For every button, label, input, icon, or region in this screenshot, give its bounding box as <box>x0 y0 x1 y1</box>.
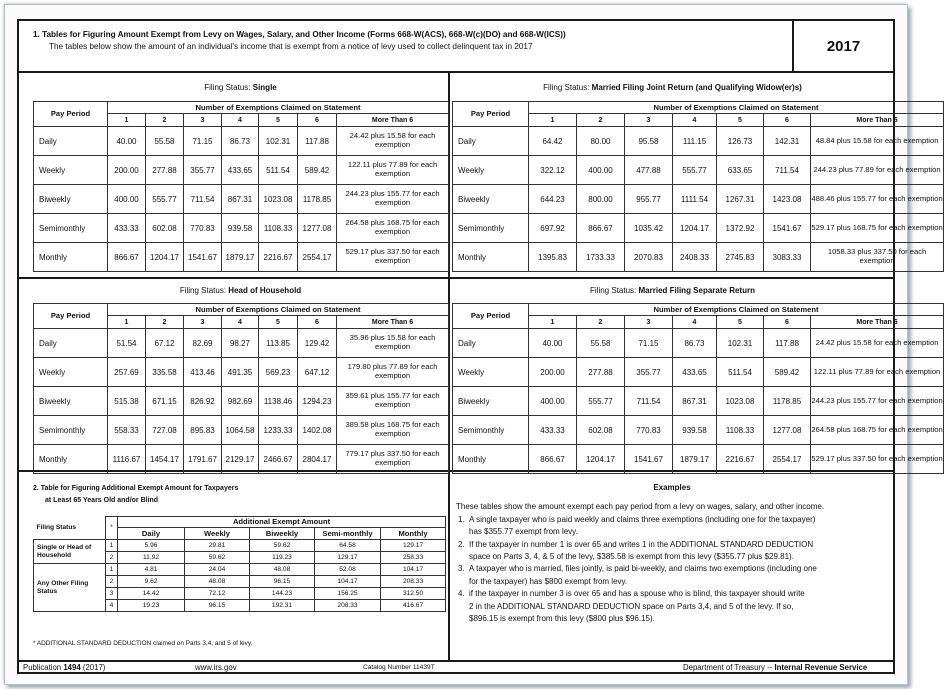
star-header: * <box>106 517 118 540</box>
more-than-6-formula: 529.17 plus 337.50 for each exemption <box>811 445 944 474</box>
column-header-more-than-6: More Than 6 <box>337 114 449 127</box>
exempt-amount-cell: 633.65 <box>717 156 764 185</box>
pay-period-biweekly: Biweekly <box>453 387 529 416</box>
exempt-amount-cell: 477.88 <box>625 156 673 185</box>
pay-period-daily: Daily <box>453 329 529 358</box>
footnote: * ADDITIONAL STANDARD DEDUCTION claimed on Parts 3,4, and 5 of levy. <box>33 640 253 647</box>
exempt-amount-cell: 71.15 <box>625 329 673 358</box>
column-header-2: 2 <box>146 316 184 329</box>
exemptions-header: Number of Exemptions Claimed on Statement <box>529 102 944 114</box>
column-header-1: 1 <box>108 316 146 329</box>
exempt-amount-cell: 102.31 <box>259 127 298 156</box>
additional-amount-cell: 14.42 <box>118 588 185 600</box>
exempt-amount-cell: 433.33 <box>108 214 146 243</box>
exempt-amount-cell: 1277.08 <box>764 416 811 445</box>
additional-amount-cell: 64.58 <box>315 540 381 552</box>
example-item: 1. A single taxpayer who is paid weekly and claims three exemptions (including one for the taxpayer) has $355.77 exempt from levy. <box>458 514 816 537</box>
exempt-amount-cell: 491.35 <box>222 358 259 387</box>
table-row <box>34 387 449 416</box>
exemptions-header: Number of Exemptions Claimed on Statement <box>108 102 449 114</box>
column-header-1: 1 <box>108 114 146 127</box>
exempt-amount-cell: 1178.85 <box>298 185 337 214</box>
exempt-amount-cell: 98.27 <box>222 329 259 358</box>
exempt-amount-cell: 1204.17 <box>673 214 717 243</box>
examples-intro: These tables show the amount exempt each pay period from a levy on wages, salary, and other income. <box>456 502 825 512</box>
exempt-amount-cell: 400.00 <box>108 185 146 214</box>
table-row <box>453 214 944 243</box>
exempt-amount-cell: 955.77 <box>625 185 673 214</box>
exempt-amount-cell: 770.83 <box>184 214 222 243</box>
exempt-amount-cell: 1879.17 <box>673 445 717 474</box>
more-than-6-formula: 529.17 plus 337.50 for each exemption <box>337 243 449 272</box>
table-row <box>453 156 944 185</box>
exempt-amount-cell: 569.23 <box>259 358 298 387</box>
exempt-amount-cell: 257.69 <box>108 358 146 387</box>
exempt-amount-cell: 355.77 <box>184 156 222 185</box>
exempt-amount-cell: 511.54 <box>717 358 764 387</box>
website-link[interactable]: www.irs.gov <box>195 663 237 672</box>
table-row <box>34 329 449 358</box>
pay-period-semimonthly: Semimonthly <box>453 416 529 445</box>
filing-status-header: Filing Status <box>36 524 77 531</box>
pay-period-header: Pay Period <box>453 304 529 329</box>
pay-period-biweekly: Biweekly <box>34 185 108 214</box>
example-item: 2. If the taxpayer in number 1 is over 65 and writes 1 in the ADDITIONAL STANDARD DEDUCTION space on Parts 3, 4, & 5 of the levy, $385.58 is exempt from this levy ($355.77 plus $29.81). <box>458 539 814 562</box>
publication-label: Publication 1494 (2017) <box>23 663 106 672</box>
exempt-amount-cell: 602.08 <box>577 416 625 445</box>
more-than-6-formula: 122.11 plus 77.89 for each exemption <box>811 358 944 387</box>
exempt-amount-cell: 2745.83 <box>717 243 764 272</box>
more-than-6-formula: 244.23 plus 77.89 for each exemption <box>811 156 944 185</box>
exempt-amount-cell: 939.58 <box>222 214 259 243</box>
filing-status-title: Filing Status: Head of Household <box>179 286 302 295</box>
column-header-biweekly: Biweekly <box>250 528 315 540</box>
column-header-3: 3 <box>184 114 222 127</box>
additional-amount-cell: 4.81 <box>118 564 185 576</box>
pay-period-weekly: Weekly <box>453 156 529 185</box>
more-than-6-formula: 1058.33 plus 337.50 for each exemption <box>811 243 944 272</box>
count-cell: 1 <box>106 540 118 552</box>
exempt-amount-cell: 111.15 <box>673 127 717 156</box>
exempt-amount-cell: 117.88 <box>764 329 811 358</box>
additional-amount-cell: 29.81 <box>185 540 250 552</box>
additional-amount-cell: 119.23 <box>250 552 315 564</box>
pay-period-header: Pay Period <box>34 304 108 329</box>
exempt-amount-cell: 129.42 <box>298 329 337 358</box>
additional-amount-cell: 96.15 <box>185 600 250 612</box>
exempt-amount-cell: 322.12 <box>529 156 577 185</box>
pay-period-header: Pay Period <box>34 102 108 127</box>
document-title: 1. Tables for Figuring Amount Exempt from Levy on Wages, Salary, and Other Income (Forms 668-W(ACS), 668-W(c)(DO) and 668-W(ICS)) <box>33 30 566 39</box>
exempt-amount-cell: 671.15 <box>146 387 184 416</box>
count-cell: 2 <box>106 552 118 564</box>
additional-amount-cell: 144.23 <box>250 588 315 600</box>
exempt-amount-cell: 102.31 <box>717 329 764 358</box>
exempt-amount-cell: 867.31 <box>673 387 717 416</box>
exempt-amount-cell: 1023.08 <box>717 387 764 416</box>
exempt-amount-cell: 1402.08 <box>298 416 337 445</box>
additional-amount-cell: 416.67 <box>381 600 446 612</box>
pay-period-monthly: Monthly <box>453 243 529 272</box>
more-than-6-formula: 244.23 plus 155.77 for each exemption <box>811 387 944 416</box>
filing-status-title: Filing Status: Married Filing Joint Return (and Qualifying Widow(er)s) <box>543 83 802 92</box>
exempt-amount-cell: 939.58 <box>673 416 717 445</box>
additional-amount-cell: 59.62 <box>185 552 250 564</box>
more-than-6-formula: 264.58 plus 168.75 for each exemption <box>811 416 944 445</box>
column-header-5: 5 <box>717 316 764 329</box>
pay-period-weekly: Weekly <box>34 156 108 185</box>
column-header-6: 6 <box>298 316 337 329</box>
document-header <box>19 21 893 73</box>
column-header-1: 1 <box>529 316 577 329</box>
exempt-amount-cell: 95.58 <box>625 127 673 156</box>
exempt-amount-cell: 82.69 <box>184 329 222 358</box>
pay-period-biweekly: Biweekly <box>453 185 529 214</box>
column-header-5: 5 <box>259 114 298 127</box>
exempt-amount-cell: 400.00 <box>577 156 625 185</box>
count-cell: 2 <box>106 576 118 588</box>
additional-amount-cell: 48.08 <box>250 564 315 576</box>
table-row <box>453 185 944 214</box>
exempt-amount-cell: 200.00 <box>529 358 577 387</box>
exempt-amount-cell: 1277.08 <box>298 214 337 243</box>
catalog-number: Catalog Number 11439T <box>363 664 435 671</box>
filing-status-name: Married Filing Separate Return <box>638 286 755 295</box>
section-divider-top <box>19 277 893 279</box>
count-cell: 3 <box>106 588 118 600</box>
exempt-amount-cell: 1733.33 <box>577 243 625 272</box>
additional-amount-cell: 5.96 <box>118 540 185 552</box>
additional-amount-cell: 104.17 <box>315 576 381 588</box>
exempt-amount-cell: 1423.08 <box>764 185 811 214</box>
exempt-amount-cell: 117.88 <box>298 127 337 156</box>
more-than-6-formula: 24.42 plus 15.58 for each exemption <box>811 329 944 358</box>
column-header-4: 4 <box>222 114 259 127</box>
exempt-amount-cell: 413.46 <box>184 358 222 387</box>
column-header-6: 6 <box>764 114 811 127</box>
exempt-amount-cell: 982.69 <box>222 387 259 416</box>
exempt-amount-cell: 1294.23 <box>298 387 337 416</box>
exempt-amount-cell: 2466.67 <box>259 445 298 474</box>
year-box: 2017 <box>792 21 893 71</box>
exempt-amount-cell: 277.88 <box>146 156 184 185</box>
exempt-amount-cell: 2216.67 <box>717 445 764 474</box>
additional-amount-cell: 59.62 <box>250 540 315 552</box>
exempt-amount-cell: 433.65 <box>222 156 259 185</box>
exempt-amount-cell: 1064.58 <box>222 416 259 445</box>
exempt-amount-cell: 126.73 <box>717 127 764 156</box>
exempt-amount-cell: 2554.17 <box>764 445 811 474</box>
exemptions-header: Number of Exemptions Claimed on Statement <box>108 304 449 316</box>
example-item: 3. A taxpayer who is married, files jointly, is paid bi-weekly, and claims two exemptions (including one for the taxpayer) has $800 exempt from levy. <box>458 564 817 586</box>
column-header-3: 3 <box>184 316 222 329</box>
more-than-6-formula: 48.84 plus 15.58 for each exemption <box>811 127 944 156</box>
exempt-amount-cell: 86.73 <box>673 329 717 358</box>
exempt-amount-cell: 711.54 <box>184 185 222 214</box>
exempt-amount-cell: 142.31 <box>764 127 811 156</box>
exempt-amount-cell: 697.92 <box>529 214 577 243</box>
exempt-amount-cell: 2129.17 <box>222 445 259 474</box>
column-header-3: 3 <box>625 316 673 329</box>
column-header-3: 3 <box>625 114 673 127</box>
column-header-more-than-6: More Than 6 <box>337 316 449 329</box>
exempt-amount-cell: 2408.33 <box>673 243 717 272</box>
exempt-amount-cell: 1791.67 <box>184 445 222 474</box>
more-than-6-formula: 244.23 plus 155.77 for each exemption <box>337 185 449 214</box>
additional-amount-cell: 96.15 <box>250 576 315 588</box>
pay-period-semimonthly: Semimonthly <box>34 416 108 445</box>
levy-table <box>33 303 449 474</box>
exempt-amount-cell: 602.08 <box>146 214 184 243</box>
count-cell: 4 <box>106 600 118 612</box>
additional-exempt-table <box>33 516 446 612</box>
exempt-amount-cell: 433.65 <box>673 358 717 387</box>
exempt-amount-cell: 555.77 <box>146 185 184 214</box>
exempt-amount-cell: 1108.33 <box>259 214 298 243</box>
additional-amount-cell: 24.04 <box>185 564 250 576</box>
more-than-6-formula: 779.17 plus 337.50 for each exemption <box>337 445 449 474</box>
exempt-amount-cell: 433.33 <box>529 416 577 445</box>
table-row <box>34 127 449 156</box>
example-item: 4. if the taxpayer in number 3 is over 65 and has a spouse who is blind, this taxpayer should write 2 in the ADDITIONAL STANDARD DEDUCTION space on Parts 3,4, and 5 of the levy. If so, $896.15 is exempt from this levy ($800 plus $96.15). <box>458 589 805 624</box>
exempt-amount-cell: 1035.42 <box>625 214 673 243</box>
table-row <box>453 127 944 156</box>
exempt-amount-cell: 1541.67 <box>184 243 222 272</box>
exempt-amount-cell: 80.00 <box>577 127 625 156</box>
additional-group-header: Additional Exempt Amount <box>118 517 446 528</box>
column-header-2: 2 <box>146 114 184 127</box>
filing-status-name: Married Filing Joint Return (and Qualifying Widow(er)s) <box>591 83 802 92</box>
exempt-amount-cell: 335.58 <box>146 358 184 387</box>
pay-period-biweekly: Biweekly <box>34 387 108 416</box>
additional-amount-cell: 104.17 <box>381 564 446 576</box>
table-row <box>34 185 449 214</box>
additional-amount-cell: 9.62 <box>118 576 185 588</box>
column-header-semimonthly: Semi-monthly <box>315 528 381 540</box>
exempt-amount-cell: 55.58 <box>577 329 625 358</box>
table-row <box>34 564 446 576</box>
additional-amount-cell: 192.31 <box>250 600 315 612</box>
additional-amount-cell: 208.33 <box>315 600 381 612</box>
exempt-amount-cell: 1138.46 <box>259 387 298 416</box>
exempt-amount-cell: 515.38 <box>108 387 146 416</box>
filing-status-name: Head of Household <box>228 286 302 295</box>
column-header-monthly: Monthly <box>381 528 446 540</box>
exempt-amount-cell: 40.00 <box>529 329 577 358</box>
exempt-amount-cell: 1372.92 <box>717 214 764 243</box>
single-group-label: Single or Head of Household <box>34 540 106 564</box>
exempt-amount-cell: 1879.17 <box>222 243 259 272</box>
exempt-amount-cell: 555.77 <box>673 156 717 185</box>
more-than-6-formula: 264.58 plus 168.75 for each exemption <box>337 214 449 243</box>
additional-amount-cell: 48.08 <box>185 576 250 588</box>
additional-amount-cell: 129.17 <box>315 552 381 564</box>
exempt-amount-cell: 277.88 <box>577 358 625 387</box>
filing-status-title: Filing Status: Single <box>204 83 277 92</box>
additional-amount-cell: 19.23 <box>118 600 185 612</box>
exempt-amount-cell: 558.33 <box>108 416 146 445</box>
exempt-amount-cell: 1233.33 <box>259 416 298 445</box>
more-than-6-formula: 389.58 plus 168.75 for each exemption <box>337 416 449 445</box>
column-header-more-than-6: More Than 6 <box>811 316 944 329</box>
column-header-more-than-6: More Than 6 <box>811 114 944 127</box>
additional-amount-cell: 312.50 <box>381 588 446 600</box>
exempt-amount-cell: 800.00 <box>577 185 625 214</box>
other-group-label: Any Other Filing Status <box>34 564 106 612</box>
examples-section <box>456 482 888 625</box>
column-header-4: 4 <box>673 316 717 329</box>
department-label: Department of Treasury -- Internal Revenue Service <box>683 663 868 672</box>
exempt-amount-cell: 866.67 <box>529 445 577 474</box>
column-header-weekly: Weekly <box>185 528 250 540</box>
exempt-amount-cell: 1204.17 <box>577 445 625 474</box>
filing-status-title: Filing Status: Married Filing Separate Return <box>590 286 755 295</box>
table-row <box>34 214 449 243</box>
exempt-amount-cell: 40.00 <box>108 127 146 156</box>
pay-period-monthly: Monthly <box>453 445 529 474</box>
exempt-amount-cell: 113.85 <box>259 329 298 358</box>
exempt-amount-cell: 589.42 <box>298 156 337 185</box>
pay-period-semimonthly: Semimonthly <box>453 214 529 243</box>
table-row <box>453 329 944 358</box>
page-frame <box>4 4 943 685</box>
exempt-amount-cell: 647.12 <box>298 358 337 387</box>
exempt-amount-cell: 866.67 <box>108 243 146 272</box>
exempt-amount-cell: 867.31 <box>222 185 259 214</box>
exempt-amount-cell: 355.77 <box>625 358 673 387</box>
exempt-amount-cell: 55.58 <box>146 127 184 156</box>
exempt-amount-cell: 1541.67 <box>764 214 811 243</box>
additional-amount-cell: 129.17 <box>381 540 446 552</box>
pay-period-weekly: Weekly <box>453 358 529 387</box>
table-row <box>34 416 449 445</box>
exempt-amount-cell: 71.15 <box>184 127 222 156</box>
exempt-amount-cell: 2804.17 <box>298 445 337 474</box>
exempt-amount-cell: 589.42 <box>764 358 811 387</box>
levy-exemption-document <box>17 19 943 674</box>
additional-amount-cell: 11.92 <box>118 552 185 564</box>
pay-period-monthly: Monthly <box>34 445 108 474</box>
exempt-amount-cell: 770.83 <box>625 416 673 445</box>
column-header-4: 4 <box>222 316 259 329</box>
exempt-amount-cell: 511.54 <box>259 156 298 185</box>
exempt-amount-cell: 826.92 <box>184 387 222 416</box>
exempt-amount-cell: 64.42 <box>529 127 577 156</box>
exempt-amount-cell: 866.67 <box>577 214 625 243</box>
column-header-2: 2 <box>577 316 625 329</box>
exempt-amount-cell: 2216.67 <box>259 243 298 272</box>
table-row <box>34 156 449 185</box>
exempt-amount-cell: 67.12 <box>146 329 184 358</box>
exempt-amount-cell: 51.54 <box>108 329 146 358</box>
column-header-5: 5 <box>259 316 298 329</box>
column-header-2: 2 <box>577 114 625 127</box>
table-row <box>453 358 944 387</box>
exempt-amount-cell: 86.73 <box>222 127 259 156</box>
exempt-amount-cell: 200.00 <box>108 156 146 185</box>
pay-period-daily: Daily <box>34 329 108 358</box>
table-row <box>453 243 944 272</box>
exempt-amount-cell: 400.00 <box>529 387 577 416</box>
more-than-6-formula: 122.11 plus 77.89 for each exemption <box>337 156 449 185</box>
levy-table <box>33 101 449 272</box>
column-header-6: 6 <box>764 316 811 329</box>
table-row <box>34 445 449 474</box>
additional-amount-cell: 156.25 <box>315 588 381 600</box>
exempt-amount-cell: 1267.31 <box>717 185 764 214</box>
exemptions-header: Number of Exemptions Claimed on Statement <box>529 304 944 316</box>
pay-period-semimonthly: Semimonthly <box>34 214 108 243</box>
exempt-amount-cell: 644.23 <box>529 185 577 214</box>
exempt-amount-cell: 1111.54 <box>673 185 717 214</box>
more-than-6-formula: 24.42 plus 15.58 for each exemption <box>337 127 449 156</box>
additional-amount-cell: 52.08 <box>315 564 381 576</box>
count-cell: 1 <box>106 564 118 576</box>
exempt-amount-cell: 1178.85 <box>764 387 811 416</box>
table-row <box>453 445 944 474</box>
table-row <box>453 416 944 445</box>
document-subtitle: The tables below show the amount of an individual's income that is exempt from a notice of levy used to collect delinquent tax in 2017 <box>49 42 533 51</box>
exempt-amount-cell: 727.08 <box>146 416 184 445</box>
levy-table <box>452 101 944 272</box>
pay-period-daily: Daily <box>34 127 108 156</box>
column-header-1: 1 <box>529 114 577 127</box>
pay-period-weekly: Weekly <box>34 358 108 387</box>
document-footer <box>19 662 893 674</box>
column-header-4: 4 <box>673 114 717 127</box>
additional-amount-cell: 72.12 <box>185 588 250 600</box>
exempt-amount-cell: 1108.33 <box>717 416 764 445</box>
pay-period-monthly: Monthly <box>34 243 108 272</box>
exempt-amount-cell: 1023.08 <box>259 185 298 214</box>
column-header-6: 6 <box>298 114 337 127</box>
exempt-amount-cell: 2554.17 <box>298 243 337 272</box>
more-than-6-formula: 179.80 plus 77.89 for each exemption <box>337 358 449 387</box>
column-header-daily: Daily <box>118 528 185 540</box>
pay-period-header: Pay Period <box>453 102 529 127</box>
column-header-5: 5 <box>717 114 764 127</box>
table-row <box>34 540 446 552</box>
exempt-amount-cell: 1454.17 <box>146 445 184 474</box>
more-than-6-formula: 488.46 plus 155.77 for each exemption <box>811 185 944 214</box>
additional-table-title: 2. Table for Figuring Additional Exempt Amount for Taxpayers at Least 65 Years Old and/or Blind <box>33 485 239 504</box>
exempt-amount-cell: 2070.83 <box>625 243 673 272</box>
exempt-amount-cell: 1204.17 <box>146 243 184 272</box>
exempt-amount-cell: 555.77 <box>577 387 625 416</box>
exempt-amount-cell: 1395.83 <box>529 243 577 272</box>
exempt-amount-cell: 711.54 <box>625 387 673 416</box>
table-row <box>453 387 944 416</box>
examples-title: Examples <box>653 483 691 492</box>
exempt-amount-cell: 1116.67 <box>108 445 146 474</box>
additional-amount-cell: 208.33 <box>381 576 446 588</box>
exempt-amount-cell: 711.54 <box>764 156 811 185</box>
exempt-amount-cell: 895.83 <box>184 416 222 445</box>
more-than-6-formula: 529.17 plus 168.75 for each exemption <box>811 214 944 243</box>
more-than-6-formula: 35.96 plus 15.58 for each exemption <box>337 329 449 358</box>
additional-amount-cell: 258.33 <box>381 552 446 564</box>
exempt-amount-cell: 3083.33 <box>764 243 811 272</box>
table-row <box>34 358 449 387</box>
exempt-amount-cell: 1541.67 <box>625 445 673 474</box>
levy-table <box>452 303 944 474</box>
table-row <box>34 243 449 272</box>
more-than-6-formula: 359.61 plus 155.77 for each exemption <box>337 387 449 416</box>
filing-status-name: Single <box>252 83 277 92</box>
pay-period-daily: Daily <box>453 127 529 156</box>
